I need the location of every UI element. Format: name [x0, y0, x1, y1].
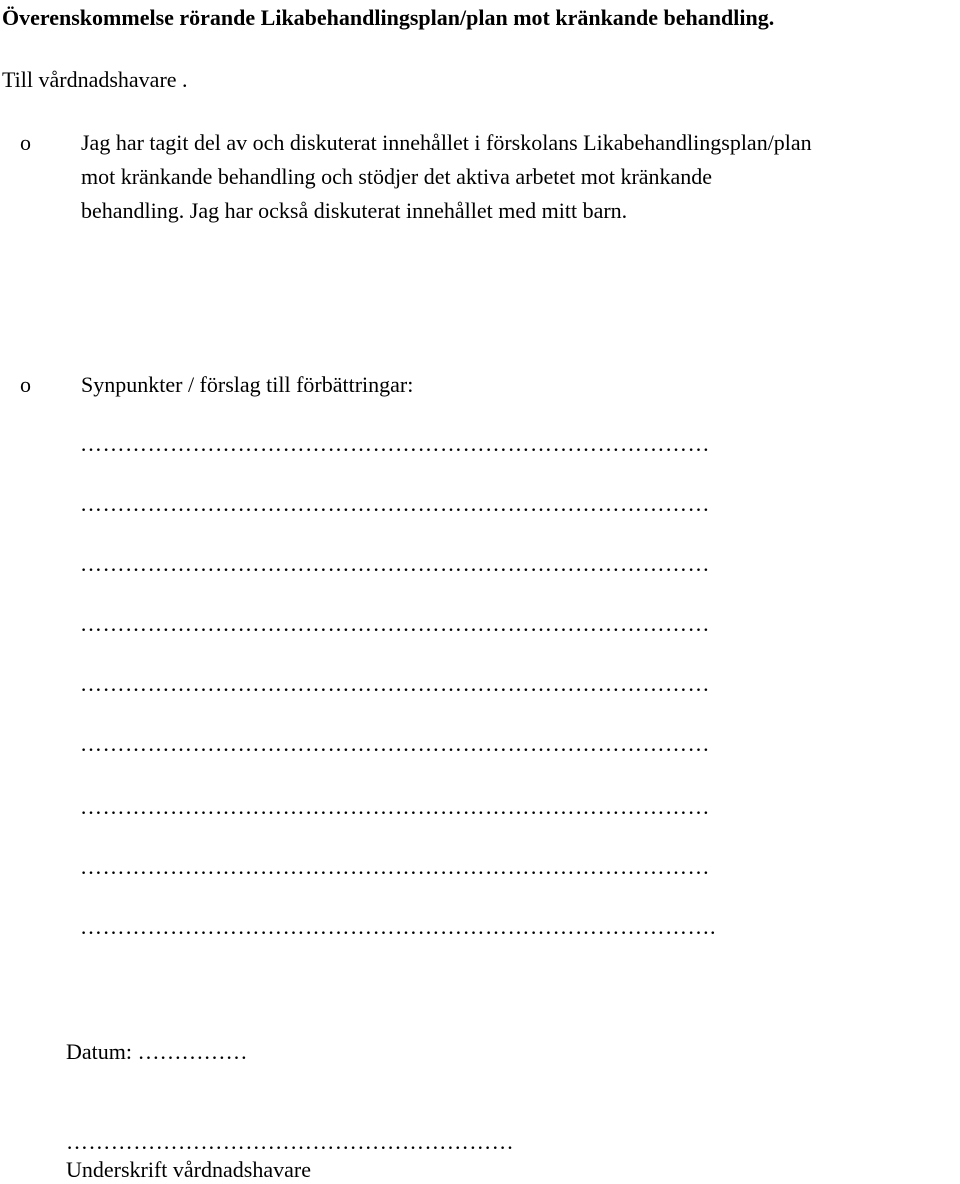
feedback-blank-line[interactable]: …………………………………………………………………………	[80, 854, 710, 879]
document-title: Överenskommelse rörande Likabehandlingsplan/plan mot kränkande behandling.	[2, 5, 775, 30]
date-label: Datum:	[66, 1039, 132, 1064]
feedback-blank-line[interactable]: ………………………………………………………………………….	[80, 914, 716, 939]
date-blank[interactable]: ……………	[137, 1039, 248, 1064]
agreement-statement	[81, 126, 960, 228]
agreement-line-1: Jag har tagit del av och diskuterat innehållet i förskolans Likabehandlingsplan/plan	[81, 130, 812, 155]
feedback-blank-line[interactable]: …………………………………………………………………………	[80, 731, 710, 756]
feedback-label: Synpunkter / förslag till förbättringar:	[81, 372, 414, 397]
feedback-bullet-icon: o	[20, 372, 31, 397]
agreement-line-3: behandling. Jag har också diskuterat innehållet med mitt barn.	[81, 198, 628, 223]
feedback-blank-line[interactable]: …………………………………………………………………………	[80, 431, 710, 456]
feedback-blank-line[interactable]: …………………………………………………………………………	[80, 671, 710, 696]
signature-label: Underskrift vårdnadshavare	[66, 1157, 311, 1182]
recipient-line: Till vårdnadshavare .	[2, 67, 188, 92]
feedback-blank-line[interactable]: …………………………………………………………………………	[80, 794, 710, 819]
agreement-line-2: mot kränkande behandling och stödjer det aktiva arbetet mot kränkande	[81, 164, 713, 189]
feedback-blank-line[interactable]: …………………………………………………………………………	[80, 611, 710, 636]
signature-blank-line[interactable]: ……………………………………………………	[66, 1129, 514, 1154]
agreement-bullet-icon: o	[20, 130, 31, 155]
feedback-blank-line[interactable]: …………………………………………………………………………	[80, 491, 710, 516]
feedback-blank-line[interactable]: …………………………………………………………………………	[80, 551, 710, 576]
date-field[interactable]	[66, 1038, 248, 1066]
